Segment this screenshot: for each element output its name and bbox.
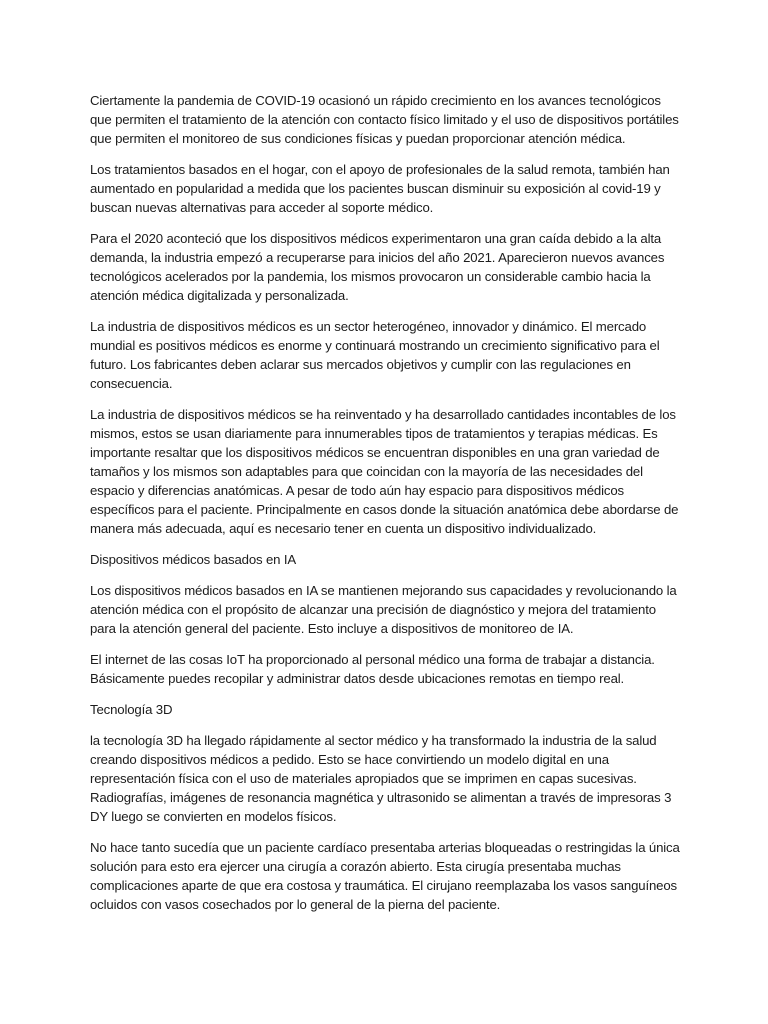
paragraph-covid-growth: Ciertamente la pandemia de COVID-19 ocasionó un rápido crecimiento en los avances tecnológicos que permiten el tratamiento de la atención con contacto físico limitado y el uso de dispositivos portátiles que permiten el monitoreo de sus condiciones físicas y puedan proporcionar atención médica. [90,93,679,146]
paragraph-iot: El internet de las cosas IoT ha proporcionado al personal médico una forma de trabajar a distancia. Básicamente puedes recopilar y administrar datos desde ubicaciones remotas en tiempo real. [90,652,655,686]
document-body [90,91,682,926]
paragraph-cardiac-patient: No hace tanto sucedía que un paciente cardíaco presentaba arterias bloqueadas o restringidas la única solución para esto era ejercer una cirugía a corazón abierto. Esta cirugía presentaba muchas complicaciones aparte de que era costosa y traumática. El cirujano reemplazaba los vasos sanguíneos ocluidos con vasos cosechados por lo general de la pierna del paciente. [90,840,680,912]
paragraph-industry-reinvented: La industria de dispositivos médicos se ha reinventado y ha desarrollado cantidades incontables de los mismos, estos se usan diariamente para innumerables tipos de tratamientos y terapias médicas. Es importante resaltar que los dispositivos médicos se encuentran disponibles en una gran variedad de tamaños y los mismos son adaptables para que coincidan con la mayoría de las necesidades del espacio y diferencias anatómicas. A pesar de todo aún hay espacio para dispositivos médicos específicos para el paciente. Principalmente en casos donde la situación anatómica debe abordarse de manera más adecuada, aquí es necesario tener en cuenta un dispositivo individualizado. [90,407,679,536]
paragraph-ai-devices: Los dispositivos médicos basados en IA se mantienen mejorando sus capacidades y revolucionando la atención médica con el propósito de alcanzar una precisión de diagnóstico y mejora del tratamiento para la atención general del paciente. Esto incluye a dispositivos de monitoreo de IA. [90,583,677,636]
paragraph-2020-devices: Para el 2020 aconteció que los dispositivos médicos experimentaron una gran caída debido a la alta demanda, la industria empezó a recuperarse para inicios del año 2021. Aparecieron nuevos avances tecnológicos acelerados por la pandemia, los mismos provocaron un considerable cambio hacia la atención médica digitalizada y personalizada. [90,231,665,303]
paragraph-3d-technology: la tecnología 3D ha llegado rápidamente al sector médico y ha transformado la industria de la salud creando dispositivos médicos a pedido. Esto se hace convirtiendo un modelo digital en una representación física con el uso de materiales apropiados que se imprimen en capas sucesivas. Radiografías, imágenes de resonancia magnética y ultrasonido se alimentan a través de impresoras 3 DY luego se convierten en modelos físicos. [90,733,672,824]
section-heading-3d-technology: Tecnología 3D [90,702,173,717]
paragraph-home-treatments: Los tratamientos basados en el hogar, con el apoyo de profesionales de la salud remota, también han aumentado en popularidad a medida que los pacientes buscan disminuir su exposición al covid-19 y buscan nuevas alternativas para acceder al soporte médico. [90,162,670,215]
section-heading-ai-devices: Dispositivos médicos basados en IA [90,552,297,567]
paragraph-industry-sector: La industria de dispositivos médicos es un sector heterogéneo, innovador y dinámico. El mercado mundial es positivos médicos es enorme y continuará mostrando un crecimiento significativo para el futuro. Los fabricantes deben aclarar sus mercados objetivos y cumplir con las regulaciones en consecuencia. [90,319,660,391]
